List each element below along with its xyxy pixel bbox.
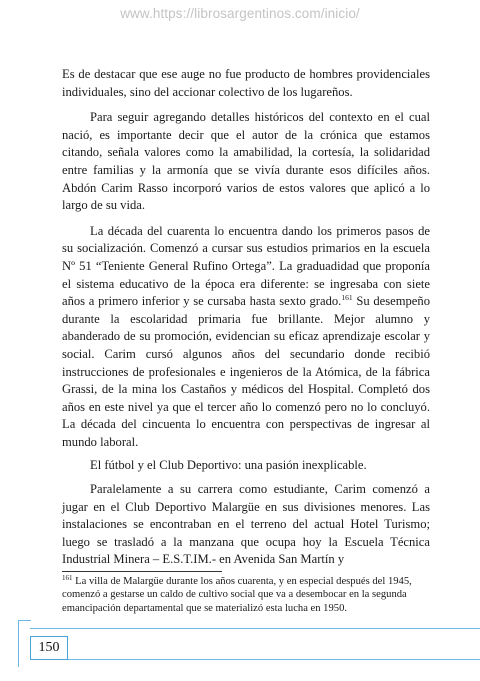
page-footer-line-bottom bbox=[66, 659, 480, 660]
watermark-url: www.https://librosargentinos.com/inicio/ bbox=[120, 6, 360, 21]
paragraph-1: Es de destacar que ese auge no fue producto de hombres providenciales individuales, sino del accionar colectivo de los lugareños. bbox=[62, 67, 430, 99]
footnote-text: La villa de Malargüe durante los años cuarenta, y en especial después del 1945, comenzó a gestarse un caldo de cultivo social que va a desembocar en la segunda emancipación departamental que se materializó esta lucha en 1950. bbox=[62, 576, 412, 614]
paragraph-3-part-a: La década del cuarenta lo encuentra dando los primeros pasos de su socialización. Comenzó a cursar sus estudios primarios en la escuela Nº 51 “Teniente General Rufino Ortega”. La graduadidad que proponía el sistema educativo de la época era diferente: se ingresaba con siete años a primero inferior y se cursaba hasta sexto grado. bbox=[62, 223, 430, 309]
paragraph-2: Para seguir agregando detalles históricos del contexto en el cual nació, es importante decir que el autor de la crónica que estamos citando, señala valores como la amabilidad, la cortesía, la solidaridad entre familias y la armonía que se vivía durante esos difíciles años. Abdón Carim Rasso incorporó varios de estos valores que aplicó a lo largo de su vida. bbox=[62, 110, 430, 213]
footnote-reference[interactable]: 161 bbox=[341, 293, 353, 303]
footnote bbox=[62, 575, 430, 615]
body-text bbox=[62, 66, 430, 569]
footnote-number: 161 bbox=[62, 574, 73, 582]
section-subtitle: El fútbol y el Club Deportivo: una pasión inexplicable. bbox=[90, 458, 367, 473]
page-footer-line-top bbox=[30, 628, 480, 629]
paragraph-3-part-b: Su desempeño durante la escolaridad primaria fue brillante. Mejor alumno y abanderado de su promoción, evidencian su eficaz aprendizaje escolar y social. Carim cursó algunos años del secundario donde recibió instrucciones de profesionales e ingenieros de la Atómica, de la fábrica Grassi, de la mina los Castaños y médicos del Hospital. Completó dos años en este nivel ya que el tercer año lo comenzó pero no lo concluyó. La década del cincuenta lo encuentra con perspectivas de ingresar al mundo laboral. bbox=[62, 294, 430, 449]
paragraph-3 bbox=[62, 223, 430, 452]
page-number: 150 bbox=[30, 636, 68, 660]
paragraph-4: Paralelamente a su carrera como estudiante, Carim comenzó a jugar en el Club Deportivo Malargüe en sus divisiones menores. Las instalaciones se encontraban en el terreno del actual Hotel Turismo; luego se trasladó a la manzana que ocupa hoy la Escuela Técnica Industrial Minera – E.S.T.IM.- en Avenida San Martín y bbox=[62, 482, 430, 567]
footnote-divider bbox=[62, 571, 222, 572]
